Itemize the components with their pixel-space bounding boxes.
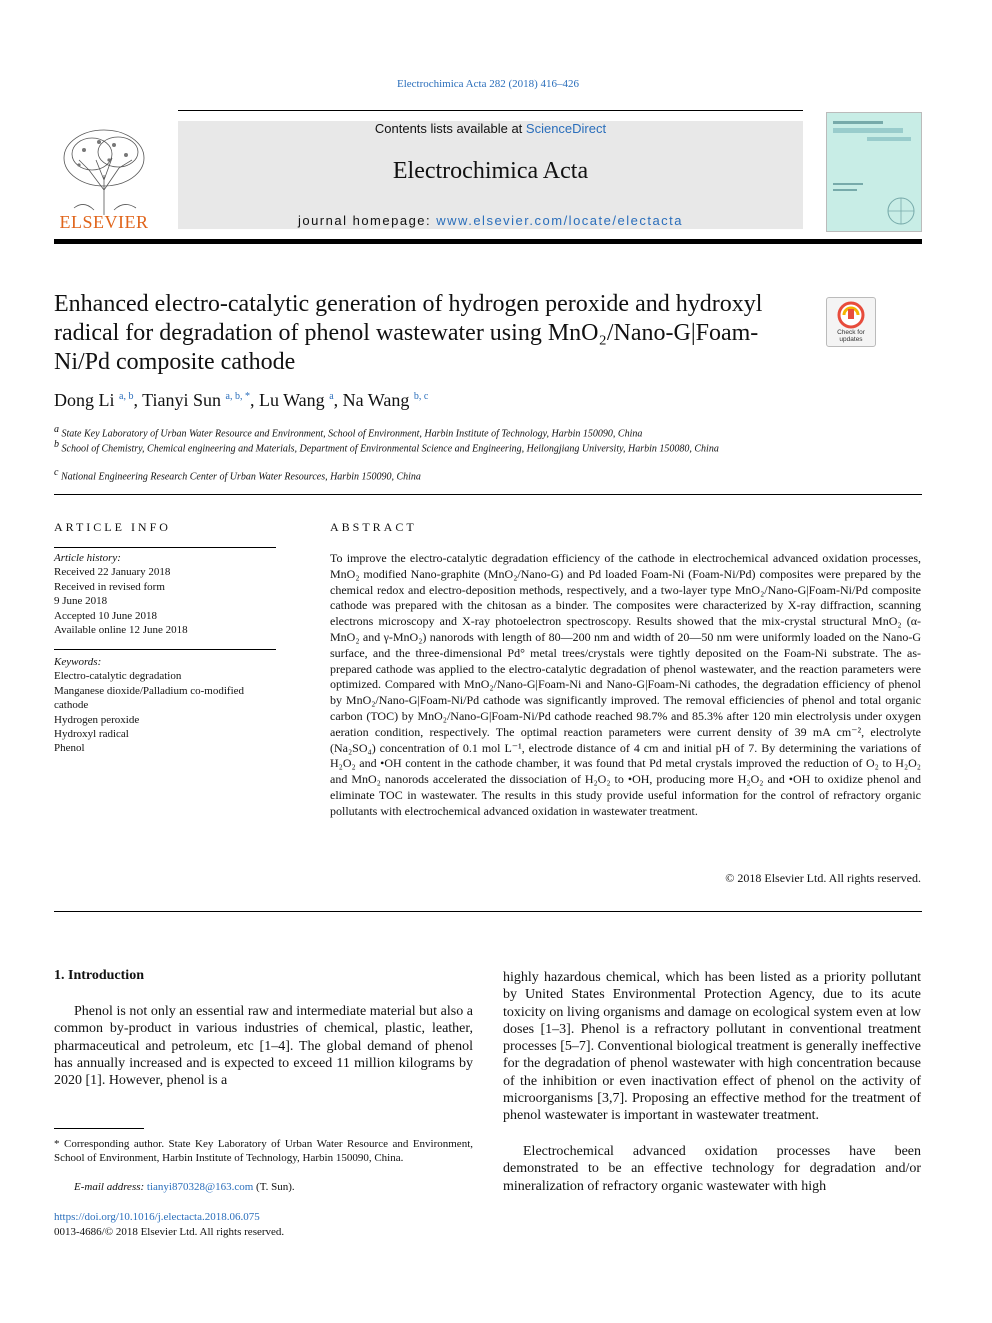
introduction-heading: 1. Introduction	[54, 968, 144, 983]
footnote-rule	[54, 1128, 144, 1129]
keyword-item: cathode	[54, 699, 89, 712]
check-for-updates-badge[interactable]	[826, 297, 876, 347]
body-paragraph: Phenol is not only an essential raw and intermediate material but also a common by-product in various industries of chemical, plastic, leather, pharmaceutical and petroleum, etc [1–4]. The global demand of phenol has annually increased and is expected to exceed 11 million kilograms by 2020 [1]. However, phenol is a	[54, 1004, 473, 1089]
history-item: Received in revised form	[54, 580, 165, 593]
journal-homepage-line	[178, 213, 803, 228]
keywords-label: Keywords:	[54, 656, 102, 668]
author-name[interactable]: Tianyi Sun	[142, 390, 222, 410]
section-rule	[54, 911, 922, 912]
email-link[interactable]: tianyi870328@163.com	[146, 1181, 254, 1193]
header-rule	[178, 110, 803, 111]
doi-link[interactable]: https://doi.org/10.1016/j.electacta.2018.06.075	[54, 1211, 260, 1223]
author-separator: ,	[333, 390, 343, 410]
keywords	[54, 655, 284, 756]
author-name[interactable]: Dong Li	[54, 390, 115, 410]
issn-line: 0013-4686/© 2018 Elsevier Ltd. All rights reserved.	[54, 1226, 285, 1238]
email-note	[74, 1181, 295, 1193]
keyword-item: Phenol	[54, 742, 85, 755]
article-history	[54, 551, 284, 637]
affiliation-text: National Engineering Research Center of Urban Water Resources, Harbin 150090, China	[60, 471, 421, 483]
check-updates-line1: Check for	[837, 329, 865, 336]
author-separator: ,	[249, 390, 259, 410]
author-separator: ,	[133, 390, 143, 410]
affiliation-mark: a	[54, 424, 59, 435]
affiliation-item	[54, 466, 914, 484]
author-affiliation-marks[interactable]: b, c	[413, 391, 429, 402]
affiliation-text: School of Chemistry, Chemical engineering and Materials, Department of Environmental Science and Engineering, Heilongjiang University, Harbin 150080, China	[61, 443, 719, 455]
check-updates-icon	[827, 298, 875, 346]
keyword-item: Electro-catalytic degradation	[54, 670, 182, 683]
abstract-heading: ABSTRACT	[330, 520, 417, 534]
history-item: Received 22 January 2018	[54, 566, 171, 579]
author-affiliation-marks[interactable]: a	[329, 391, 334, 402]
article-info-rule	[54, 547, 276, 548]
keyword-item: Manganese dioxide/Palladium co-modified	[54, 684, 245, 697]
body-paragraph: Electrochemical advanced oxidation processes have been demonstrated to be an effective technology for degradation and/or mineralization of refractory organic wastewater with high	[503, 1144, 921, 1194]
journal-name: Electrochimica Acta	[392, 158, 589, 184]
homepage-prefix: journal homepage:	[297, 213, 437, 228]
article-title: Enhanced electro-catalytic generation of hydrogen peroxide and hydroxyl radical for degradation of phenol wastewater using MnO₂/Nano-G|Foam-Ni/Pd composite cathode	[54, 291, 763, 375]
section-rule	[54, 494, 922, 495]
corresponding-author-note: * Corresponding author. State Key Laboratory of Urban Water Resource and Environment, School of Environment, Harbin Institute of Technology, Harbin 150090, China.	[54, 1138, 473, 1165]
affiliation-item	[54, 438, 914, 456]
email-suffix: (T. Sun).	[253, 1181, 295, 1193]
homepage-link[interactable]: www.elsevier.com/locate/electacta	[436, 213, 684, 228]
affiliation-mark: c	[54, 467, 59, 478]
keyword-item: Hydroxyl radical	[54, 728, 129, 741]
article-history-label: Article history:	[54, 552, 121, 564]
author-name[interactable]: Na Wang	[342, 390, 410, 410]
author-list	[54, 390, 428, 411]
journal-citation[interactable]: Electrochimica Acta 282 (2018) 416–426	[396, 78, 580, 90]
keyword-item: Hydrogen peroxide	[54, 713, 140, 726]
author-affiliation-marks[interactable]: a, b	[119, 391, 134, 402]
header-thick-rule	[54, 239, 922, 244]
contents-line	[178, 121, 803, 136]
check-updates-line2: updates	[839, 336, 863, 343]
abstract-text: To improve the electro-catalytic degradation efficiency of the cathode in electrochemical advanced oxidation processes, MnO₂ modified Nano-graphite (MnO₂/Nano-G) and Pd loaded Foam-Ni (Foam-Ni/Pd) composites were prepared by the chemical redox and electro-deposition methods, respectively, and a two-layer type MnO₂/Nano-G|Foam-Ni/Pd composite cathode was prepared with the chitosan as a binder. The composites were characterized by X-ray diffraction, scanning electrons microscopy and X-ray photoelectron spectroscopy. Results showed that the mix-crystal structural MnO₂ (α-MnO₂ and γ-MnO₂) nanorods with length of 80—200 nm and width of 20—50 nm were uniformly loaded on the Nano-G surface, and the three-dimensional Pd° metal trees/crystals were tightly deposited on the Foam-Ni substrate. The as-prepared cathode was applied to the electro-catalytic degradation of phenol wastewater, and the reaction parameters were optimized. Compared with MnO₂/Nano-G|Foam-Ni and Nano-G|Foam-Ni cathodes, the degradation efficiency of phenol by MnO₂/Nano-G|Foam-Ni/Pd cathode was significantly improved. The removal efficiencies of phenol and total organic carbon (TOC) by MnO₂/Nano-G|Foam-Ni/Pd cathode reached 98.7% and 85.3% after 120 min electrolysis under oxygen aeration condition, respectively. The optimal reaction parameters were current density of 39 mA cm⁻², electrolyte (Na₂SO₄) concentration of 0.1 mol L⁻¹, electrode distance of 4 cm and initial pH of 7. By determining the variations of H₂O₂ and •OH content in the cathode chamber, it was found that Pd metal crystals improved the reduction of O₂ to H₂O₂ and MnO₂ nanorods accelerated the dissociation of H₂O₂ to •OH, producing more H₂O₂ and •OH to oxidize phenol and eliminate TOC in wastewater. The results in this study provide useful information for the control of refractory organic pollutants with electrochemical advanced oxidation in wastewater treatment.	[330, 551, 921, 818]
article-info-heading: ARTICLE INFO	[54, 520, 171, 534]
history-item: Accepted 10 June 2018	[54, 609, 157, 622]
affiliation-mark: b	[54, 439, 59, 450]
email-label: E-mail address:	[74, 1181, 147, 1193]
contents-prefix: Contents lists available at	[374, 121, 526, 136]
sciencedirect-link[interactable]: ScienceDirect	[525, 121, 607, 136]
affiliation-text: State Key Laboratory of Urban Water Resource and Environment, School of Environment, Harbin Institute of Technology, Harbin 150090, China	[61, 428, 643, 440]
history-item: 9 June 2018	[54, 595, 108, 608]
author-affiliation-marks[interactable]: a, b, *	[225, 391, 250, 402]
article-info-rule	[54, 649, 276, 650]
author-name[interactable]: Lu Wang	[258, 390, 325, 410]
journal-cover-thumbnail[interactable]	[826, 112, 922, 232]
history-item: Available online 12 June 2018	[54, 624, 188, 637]
body-paragraph: highly hazardous chemical, which has been listed as a priority pollutant by United States Environmental Protection Agency, due to its acute toxicity on living organisms and damage on ecological system even at low doses [1–3]. Phenol is a refractory pollutant in conventional treatment processes [5–7]. Conventional biological treatment is generally ineffective for the degradation of phenol wastewater with high concentration because of the inhibition or even inactivation effect of phenol on the activity of microorganisms [3,7]. Proposing an effective method for the treatment of phenol wastewater is important in wastewater treatment.	[503, 970, 921, 1124]
elsevier-wordmark: ELSEVIER	[59, 212, 149, 232]
abstract-copyright: © 2018 Elsevier Ltd. All rights reserved.	[725, 871, 921, 885]
